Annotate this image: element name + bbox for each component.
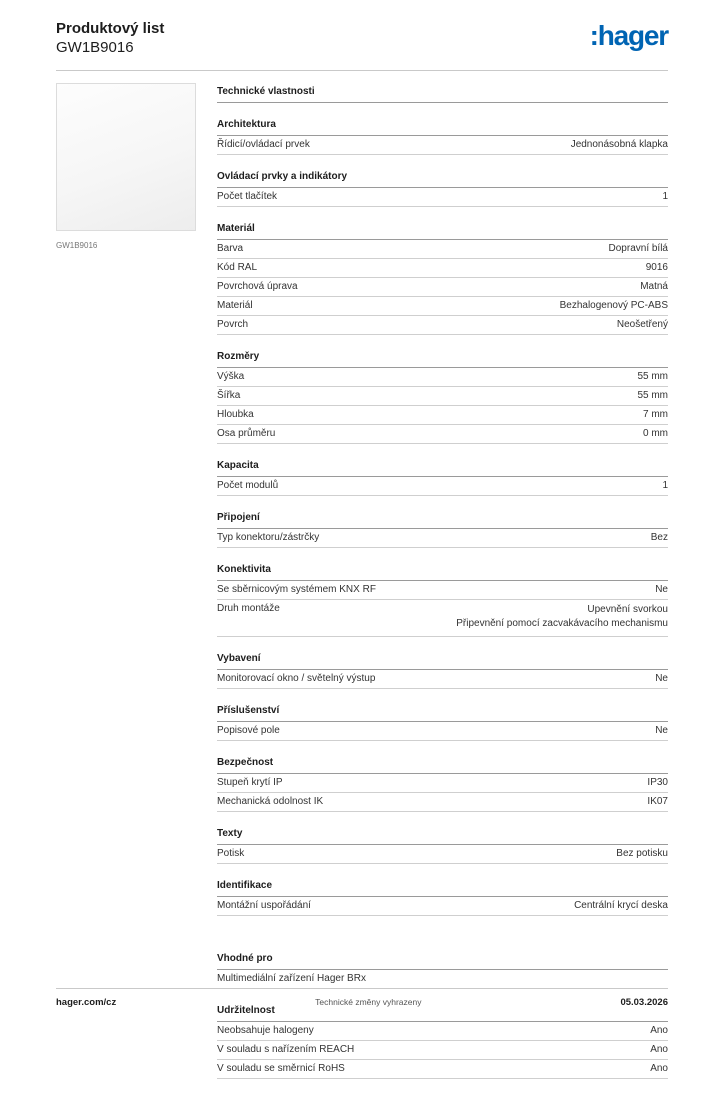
- section-header: Vhodné pro: [217, 950, 668, 970]
- spec-row: [217, 477, 668, 496]
- spec-row: [217, 1041, 668, 1060]
- spec-label: V souladu s nařízením REACH: [217, 1043, 355, 1055]
- spec-section: [217, 1002, 668, 1079]
- section-header: Vybavení: [217, 650, 668, 670]
- spec-label: Popisové pole: [217, 724, 280, 736]
- spec-label: Se sběrnicovým systémem KNX RF: [217, 583, 376, 595]
- spec-row: [217, 845, 668, 864]
- spec-value: Bez: [650, 531, 668, 543]
- spec-label: Výška: [217, 370, 245, 382]
- spec-section: [217, 509, 668, 548]
- spec-label: Materiál: [217, 299, 253, 311]
- spec-section: [217, 702, 668, 741]
- spec-row: [217, 297, 668, 316]
- spec-row: [217, 897, 668, 916]
- spec-value: Ne: [655, 672, 668, 684]
- spec-label: Povrchová úprava: [217, 280, 298, 292]
- spec-row: [217, 774, 668, 793]
- spec-value: 7 mm: [643, 408, 668, 420]
- spec-value: 0 mm: [643, 427, 668, 439]
- spec-row: [217, 425, 668, 444]
- spec-row: [217, 240, 668, 259]
- spec-value: 55 mm: [637, 370, 668, 382]
- footer-website: hager.com/cz: [56, 997, 117, 1008]
- spec-value: Bez potisku: [616, 847, 668, 859]
- section-header: Identifikace: [217, 877, 668, 897]
- spec-row: [217, 970, 668, 989]
- spec-label: Barva: [217, 242, 244, 254]
- spec-label: Potisk: [217, 847, 245, 859]
- spec-value: Bezhalogenový PC-ABS: [559, 299, 668, 311]
- spec-value: 9016: [645, 261, 668, 273]
- spec-row: [217, 670, 668, 689]
- spec-row: [217, 793, 668, 812]
- spec-section: [217, 754, 668, 812]
- section-header: Architektura: [217, 116, 668, 136]
- spec-label: Kód RAL: [217, 261, 258, 273]
- spec-row: [217, 278, 668, 297]
- spec-row: [217, 188, 668, 207]
- spec-value: 1: [662, 190, 668, 202]
- page-header: [56, 20, 668, 71]
- image-column: [56, 83, 196, 1109]
- spec-value: Dopravní bílá: [608, 242, 668, 254]
- spec-value: IK07: [647, 795, 668, 807]
- spec-value: Ano: [650, 1062, 668, 1074]
- spec-row: [217, 1022, 668, 1041]
- spec-section: [217, 950, 668, 989]
- spec-section: [217, 650, 668, 689]
- spec-value: 1: [662, 479, 668, 491]
- footer-date: 05.03.2026: [620, 997, 668, 1008]
- spec-label: Osa průměru: [217, 427, 276, 439]
- spec-section: [217, 116, 668, 155]
- footer-disclaimer: Technické změny vyhrazeny: [315, 997, 422, 1007]
- spec-row: [217, 387, 668, 406]
- product-image: [56, 83, 196, 231]
- spec-value: Ne: [655, 583, 668, 595]
- header-titles: [56, 20, 164, 58]
- section-header: Udržitelnost: [217, 1002, 668, 1022]
- section-header: Ovládací prvky a indikátory: [217, 168, 668, 188]
- spec-section: [217, 825, 668, 864]
- product-image-caption: GW1B9016: [56, 240, 98, 250]
- spec-value: Centrální krycí deska: [574, 899, 668, 911]
- section-header: Připojení: [217, 509, 668, 529]
- spec-row: [217, 581, 668, 600]
- section-header: Příslušenství: [217, 702, 668, 722]
- product-code: GW1B9016: [56, 38, 134, 56]
- spec-value: 55 mm: [637, 389, 668, 401]
- spec-value: Matná: [640, 280, 668, 292]
- section-header: Materiál: [217, 220, 668, 240]
- spec-section: [217, 457, 668, 496]
- page-footer: [56, 988, 668, 1008]
- spec-label: Montážní uspořádání: [217, 899, 311, 911]
- spec-label: Počet modulů: [217, 479, 279, 491]
- section-header: Konektivita: [217, 561, 668, 581]
- spec-label: Hloubka: [217, 408, 254, 420]
- spec-label: Neobsahuje halogeny: [217, 1024, 314, 1036]
- specs-sections: [217, 116, 668, 1079]
- spec-value: Upevnění svorkou Připevnění pomocí zacvakávacího mechanismu: [456, 603, 668, 629]
- spec-label: Povrch: [217, 318, 249, 330]
- spec-row: [217, 722, 668, 741]
- spec-row: [217, 368, 668, 387]
- spec-label: Druh montáže: [217, 602, 280, 614]
- section-header: Bezpečnost: [217, 754, 668, 774]
- spec-section: [217, 561, 668, 637]
- spec-value: Ano: [650, 1024, 668, 1036]
- spec-value: Ne: [655, 724, 668, 736]
- section-header: Texty: [217, 825, 668, 845]
- spec-row: [217, 529, 668, 548]
- spec-value: Neošetřený: [616, 318, 668, 330]
- spec-label: Mechanická odolnost IK: [217, 795, 324, 807]
- specs-title: Technické vlastnosti: [217, 83, 668, 103]
- hager-logo: :hager: [589, 20, 668, 51]
- spec-label: Typ konektoru/zástrčky: [217, 531, 320, 543]
- spec-value: IP30: [647, 776, 668, 788]
- spec-value: Jednonásobná klapka: [570, 138, 668, 150]
- spec-section: [217, 348, 668, 444]
- spec-label: V souladu se směrnicí RoHS: [217, 1062, 345, 1074]
- spec-value: Ano: [650, 1043, 668, 1055]
- spec-row: [217, 316, 668, 335]
- spec-row: [217, 136, 668, 155]
- spec-label: Řídicí/ovládací prvek: [217, 138, 310, 150]
- spec-label: Počet tlačítek: [217, 190, 278, 202]
- spec-row: [217, 1060, 668, 1079]
- spec-row: [217, 406, 668, 425]
- spec-label: Multimediální zařízení Hager BRx: [217, 972, 366, 984]
- specs-column: [217, 83, 668, 1109]
- spec-label: Šířka: [217, 389, 241, 401]
- page-title: Produktový list: [56, 20, 165, 37]
- spec-section: [217, 168, 668, 207]
- content: [56, 83, 668, 1109]
- spec-row: [217, 600, 668, 637]
- spec-section: [217, 877, 668, 916]
- spec-label: Monitorovací okno / světelný výstup: [217, 672, 376, 684]
- spec-section: [217, 220, 668, 335]
- section-header: Kapacita: [217, 457, 668, 477]
- section-header: Rozměry: [217, 348, 668, 368]
- spec-row: [217, 259, 668, 278]
- spec-label: Stupeň krytí IP: [217, 776, 283, 788]
